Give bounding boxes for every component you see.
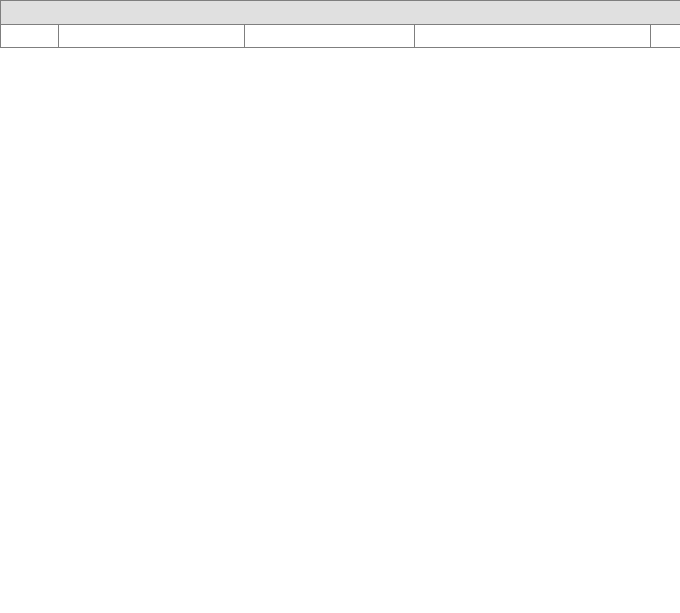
ordering-table <box>0 0 680 48</box>
column-header-row <box>1 25 680 48</box>
section-header-row <box>1 1 680 25</box>
rating-header <box>245 25 415 48</box>
flange-section-header <box>1 1 680 48</box>
material-header <box>415 25 651 48</box>
star-header <box>651 25 680 48</box>
size-header <box>59 25 245 48</box>
section-title <box>1 1 680 25</box>
code-header <box>1 25 59 48</box>
